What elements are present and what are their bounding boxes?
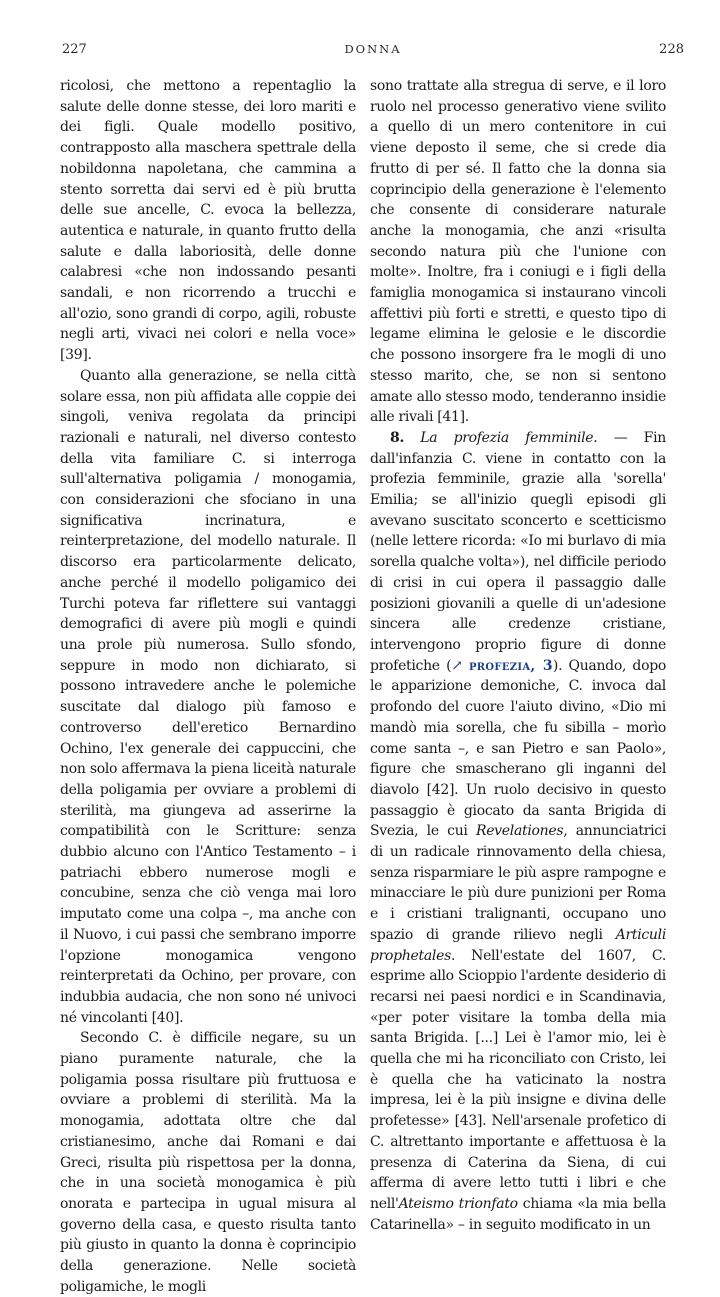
left-column xyxy=(60,76,356,1297)
section-title: La profezia femminile. xyxy=(420,429,598,446)
page-number-right: 228 xyxy=(659,42,684,57)
text-run: chiama «la mia bella Catarinella» – in seguito modificato in un xyxy=(370,1195,666,1233)
running-title: DONNA xyxy=(344,42,402,56)
text-run: — Fin dall'infanzia C. viene in contatto con la profezia femminile, grazie alla 'sorella' Emilia; se all'inizio quegli episodi gli avevano suscitato sconcerto e scetticismo (nelle lettere ricorda: «Io mi burlavo di mia sorella qualche volta»), nel difficile periodo di crisi in cui opera il passaggio dalle posizioni giovanili a quelle di un'adesione sincera alle credenze cristiane, intervengono proprio figure di donne profetiche ( xyxy=(370,429,666,674)
section-paragraph xyxy=(370,428,666,1235)
text-run: . Nell'estate del 1607, C. esprime allo Scioppio l'ardente desiderio di recarsi nei paesi nordici e in Scandinavia, «per poter visitare la tomba della mia santa Brigida. [...] Lei è l'amor mio, lei è quella che mi ha riconciliato con Cristo, lei è quella che ha vaticinato la nostra impresa, lei è la più insigne e divina delle profetesse» [43]. Nell'arsenale profetico di C. altrettanto importante e affettuosa è la presenza di Caterina da Siena, di cui afferma di avere letto tutti i libri e che nell' xyxy=(370,947,666,1212)
cross-reference-arrow-icon[interactable]: ↗ xyxy=(451,657,463,674)
right-column xyxy=(370,76,666,1235)
italic-title: Ateismo trionfato xyxy=(398,1195,518,1212)
paragraph: sono trattate alla stregua di serve, e il loro ruolo nel processo generativo viene svilito a quello di un mero contenitore in cui viene deposto il seme, che si crede dia frutto di per sé. Il fatto che la donna sia coprincipio della generazione è l'elemento che consente di considerare naturale anche la monogamia, che anzi «risulta secondo natura più che l'unione con molte». Inoltre, fra i coniugi e i figli della famiglia monogamica si instaurano vincoli affettivi più forti e stretti, e questo tipo di legame elimina le gelosie e le discordie che possono insorgere fra le mogli di uno stesso marito, che, se non si sentono amate allo stesso modo, tenderanno insidie alle rivali [41]. xyxy=(370,78,666,426)
paragraph: ricolosi, che mettono a repentaglio la salute delle donne stesse, dei loro mariti e dei figli. Quale modello positivo, contrapposto alla maschera spettrale della nobildonna napoletana, che cammina a stento sorretta dai servi ed è più brutta delle sue ancelle, C. evoca la bellezza, autentica e naturale, in quanto frutto della salute e dalla laboriosità, delle donne calabresi «che non indossando pesanti sandali, e non ricorrendo a trucchi e all'ozio, sono grandi di corpo, agili, robuste negli arti, vivaci nei colori e nella voce» [39]. xyxy=(60,78,356,364)
paragraph: Quanto alla generazione, se nella città solare essa, non più affidata alle coppie dei singoli, veniva regolata da principi razionali e naturali, nel diverso contesto della vita familiare C. si interroga sull'alternativa poligamia / monogamia, con considerazioni che sfociano in una significativa incrinatura, e reinterpretazione, del modello naturale. Il discorso era particolarmente delicato, anche perché il modello poligamico dei Turchi poteva far riflettere sui vantaggi demografici di avere più mogli e quindi una prole più numerosa. Sullo sfondo, seppure in modo non dichiarato, si possono intravedere anche le polemiche suscitate dal dialogo più famoso e controverso dell'eretico Bernardino Ochino, l'ex generale dei cappuccini, che non solo affermava la piena liceità naturale della poligamia per ovviare a problemi di sterilità, ma giungeva ad asserirne la compatibilità con le Scritture: senza dubbio alcuno con l'Antico Testamento – i patriachi ebbero numerose mogli e concubine, senza che ciò venga mai loro imputato come una colpa –, ma anche con il Nuovo, i cui passi che sembrano imporre l'opzione monogamica vengono reinterpretati da Ochino, per provare, con indubbia audacia, che non sono né univoci né vincolanti [40]. xyxy=(60,367,356,1026)
cross-reference-link[interactable]: profezia, 3 xyxy=(468,657,553,674)
paragraph: Secondo C. è difficile negare, su un piano puramente naturale, che la poligamia possa risultare più fruttuosa e ovviare a problemi di sterilità. Ma la monogamia, adottata oltre che dal cristianesimo, anche dai Romani e dai Greci, risulta più rispettosa per la donna, che in una società monogamica è più onorata e partecipa in ugual misura al governo della casa, e questo risulta tanto più giusto in quanto la donna è coprincipio della generazione. Nelle società poligamiche, le mogli xyxy=(60,1030,356,1295)
page-header xyxy=(62,42,684,66)
italic-title: Articuli prophetales xyxy=(370,926,666,964)
italic-title: Revelationes xyxy=(475,823,564,840)
section-number: 8. xyxy=(390,429,405,446)
page-number-left: 227 xyxy=(62,42,87,57)
text-run: ). Quando, dopo le apparizione demoniche, C. invoca dal profondo del cuore l'aiuto divino, «Dio mi mandò mia sorella, che fu sibilla – morìo come santa –, e san Pietro e san Paolo», figure che smascherano gli inganni del diavolo [42]. Un ruolo decisivo in questo passaggio è giocato da santa Brigida di Svezia, le cui xyxy=(370,657,666,840)
text-run: , annunciatrici di un radicale rinnovamento della chiesa, senza risparmiare le più aspre rampogne e minacciare le più dure punizioni per Roma e i cristiani tralignanti, occupano uno spazio di grande rilievo negli xyxy=(370,823,666,943)
